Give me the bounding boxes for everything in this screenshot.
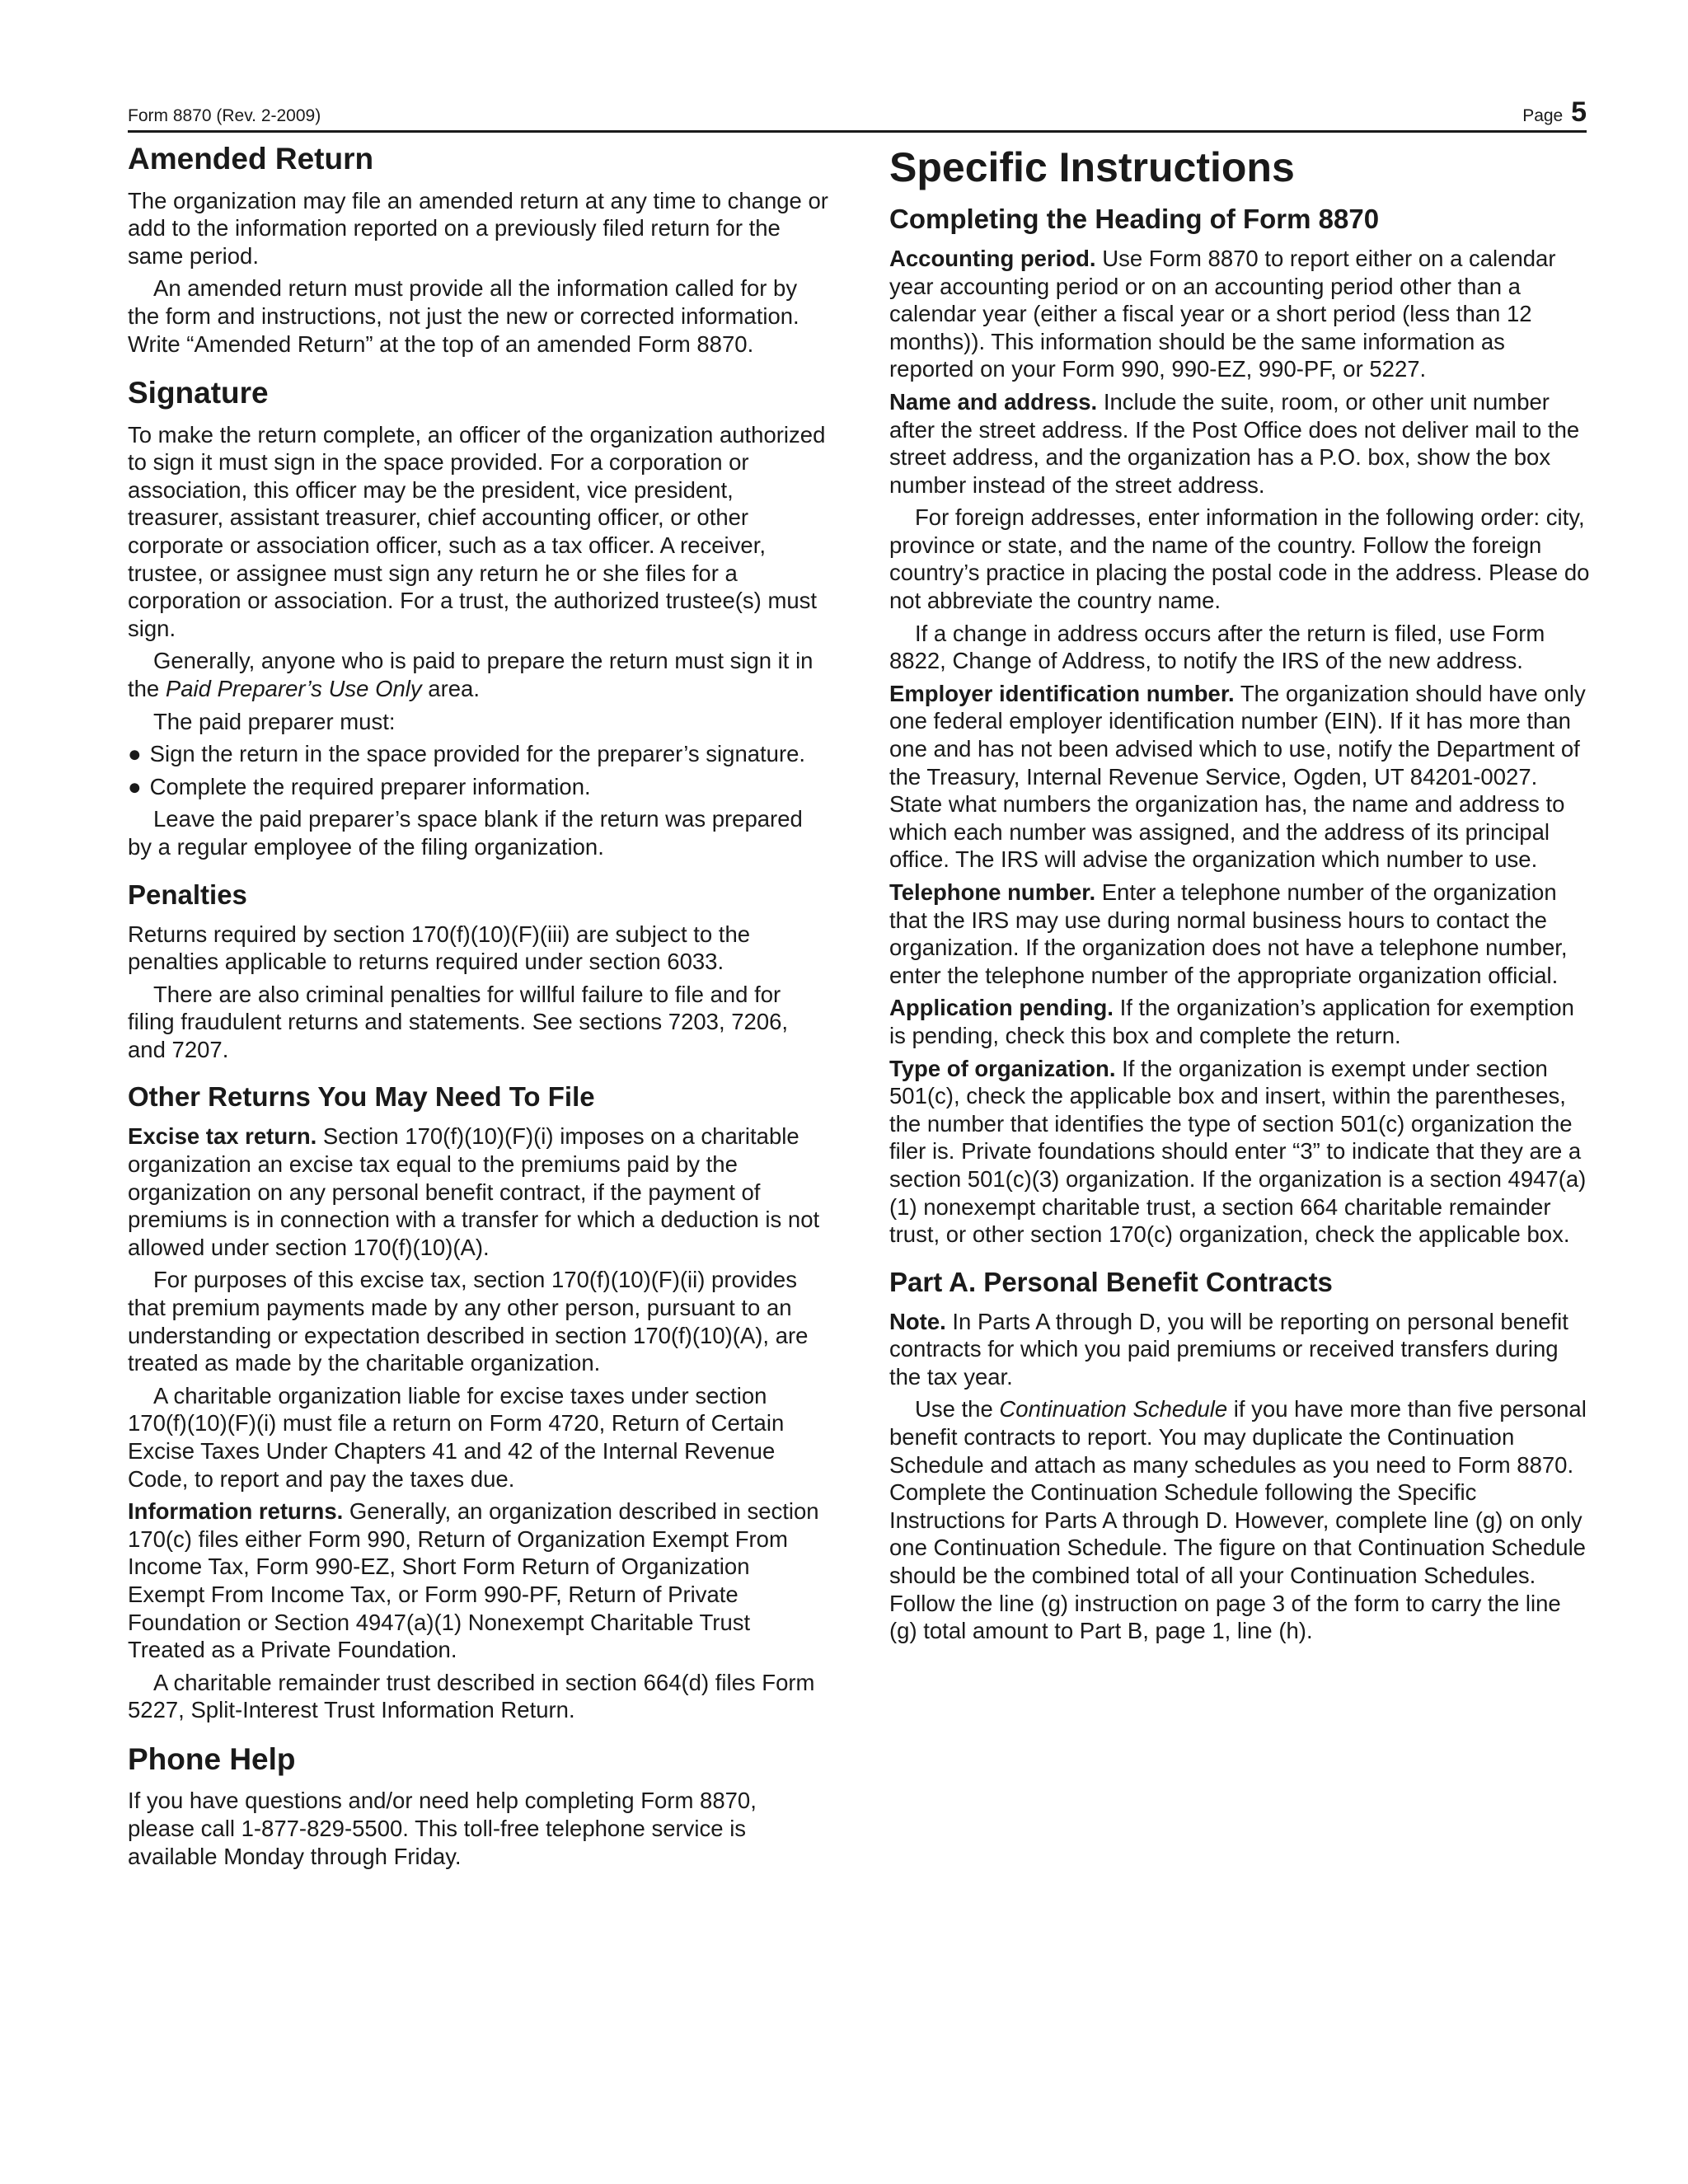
part-a-note-paragraph [889, 1308, 1590, 1391]
specific-instructions-title: Specific Instructions [889, 144, 1295, 190]
page-number: 5 [1571, 96, 1587, 128]
application-pending-paragraph [889, 994, 1590, 1049]
excise-tax-paragraph-3: A charitable organization liable for excise taxes under section 170(f)(10)(F)(i) must file a return on Form 4720, Return of Certain Excise Taxes Under Chapters 41 and 42 of the Internal Revenue Code, to report and pay the taxes due. [128, 1382, 785, 1492]
accounting-period-text: Use Form 8870 to report either on a calendar year accounting period or on an accounting period other than a calendar year (either a fiscal year or a short period (less than 12 months)). This information should be the same information as reported on your Form 990, 990-EZ, 990-PF, or 5227. [889, 245, 1556, 382]
signature-paragraph-2-end: area. [421, 676, 480, 701]
penalties-paragraph-2: There are also criminal penalties for willful failure to file and for filing fraudulent returns and statements. See sections 7203, 7206, and 7207. [128, 981, 789, 1062]
name-address-text: Include the suite, room, or other unit number after the street address. If the Post Office does not deliver mail to the street address, and the organization has a P.O. box, show the box number instead of the street address. [889, 388, 1580, 498]
accounting-period-label: Accounting period. [889, 245, 1096, 271]
phone-help-paragraph: If you have questions and/or need help completing Form 8870, please call 1-877-829-5500. This toll-free telephone service is available Monday through Friday. [128, 1788, 757, 1869]
completing-heading-heading: Completing the Heading of Form 8870 [889, 204, 1380, 234]
phone-help-heading: Phone Help [128, 1741, 296, 1776]
page-indicator [1522, 96, 1587, 129]
foreign-address-paragraph: For foreign addresses, enter information in the following order: city, province or state, and the name of the country. Follow the foreign country’s practice in placing the postal code in the address. Please do not abbreviate the country name. [889, 504, 1590, 614]
paid-preparer-area-term: Paid Preparer’s Use Only [165, 676, 422, 701]
accounting-period-paragraph [889, 245, 1590, 383]
address-change-paragraph: If a change in address occurs after the return is filed, use Form 8822, Change of Address, to notify the IRS of the new address. [889, 620, 1545, 674]
amended-return-paragraph-1: The organization may file an amended return at any time to change or add to the information reported on a previously filed return for the same period. [128, 187, 828, 269]
note-text: In Parts A through D, you will be reporting on personal benefit contracts for which you paid premiums or received transfers during the tax year. [889, 1308, 1568, 1390]
penalties-paragraph-1: Returns required by section 170(f)(10)(F)(iii) are subject to the penalties applicable to returns required under section 6033. [128, 921, 751, 975]
name-address-paragraph [889, 388, 1590, 499]
form-identifier: Form 8870 (Rev. 2-2009) [128, 106, 321, 125]
signature-paragraph-1: To make the return complete, an officer of the organization authorized to sign it must sign in the space provided. For a corporation or association, this officer may be the president, vice president, treasurer, assistant treasurer, chief accounting officer, or other corporate or association officer, such as a tax officer. A receiver, trustee, or assignee must sign any return he or she files for a corporation or association. For a trust, the authorized trustee(s) must sign. [128, 421, 826, 641]
bullet-item-1 [128, 740, 828, 768]
name-address-label: Name and address. [889, 388, 1098, 415]
type-of-organization-label: Type of organization. [889, 1055, 1116, 1081]
continuation-schedule-paragraph [889, 1395, 1590, 1644]
amended-return-paragraph-2: An amended return must provide all the information called for by the form and instructions, not just the new or corrected information. Write “Amended Return” at the top of an amended Form 8870. [128, 275, 799, 357]
information-returns-label: Information returns. [128, 1498, 344, 1525]
excise-tax-label: Excise tax return. [128, 1123, 317, 1150]
type-of-organization-paragraph [889, 1055, 1590, 1249]
left-column [128, 142, 828, 1875]
page-label: Page [1522, 106, 1564, 125]
application-pending-label: Application pending. [889, 995, 1114, 1021]
part-a-heading: Part A. Personal Benefit Contracts [889, 1266, 1333, 1297]
telephone-label: Telephone number. [889, 879, 1096, 905]
right-column [889, 142, 1590, 1650]
other-returns-heading: Other Returns You May Need To File [128, 1081, 595, 1113]
information-returns-paragraph [128, 1497, 828, 1664]
penalties-heading: Penalties [128, 879, 247, 910]
page-header [128, 92, 1587, 133]
amended-return-heading: Amended Return [128, 142, 374, 176]
application-pending-text: If the organization’s application for exemption is pending, check this box and complete the return. [889, 995, 1574, 1048]
signature-paragraph-2-text: Generally, anyone who is paid to prepare the return must sign it in the [128, 648, 814, 701]
note-label: Note. [889, 1308, 946, 1334]
type-of-organization-text: If the organization is exempt under section 501(c), check the applicable box and insert, within the parentheses, the number that identifies the type of section 501(c) organization the filer is. Private foundations should enter “3” to indicate that they are a section 501(c)(3) organization. If the organization is a section 4947(a)(1) nonexempt charitable trust, a section 664 charitable remainder trust, or other section 170(c) organization, check the applicable box. [889, 1055, 1587, 1248]
excise-tax-paragraph-2: For purposes of this excise tax, section 170(f)(10)(F)(ii) provides that premium payments made by any other person, pursuant to an understanding or expectation described in section 170(f)(10)(A), are treated as made by the charitable organization. [128, 1267, 809, 1376]
telephone-paragraph [889, 879, 1590, 989]
continuation-schedule-text-end: if you have more than five personal benefit contracts to report. You may duplicate the Continuation Schedule and attach as many schedules as you need to Form 8870. Complete the Continuation Schedule following the Specific Instructions for Parts A through D. However, complete line (g) on only one Continuation Schedule. The figure on that Continuation Schedule should be the combined total of all your Continuation Schedules. Follow the line (g) instruction on page 3 of the form to carry the line (g) total amount to Part B, page 1, line (h). [889, 1396, 1587, 1644]
remainder-trust-paragraph: A charitable remainder trust described in section 664(d) files Form 5227, Split-Interest Trust Information Return. [128, 1669, 815, 1723]
information-returns-text: Generally, an organization described in section 170(c) files either Form 990, Return of Organization Exempt From Income Tax, Form 990-EZ, Short Form Return of Organization Exempt From Income Tax, or Form 990-PF, Return of Private Foundation or Section 4947(a)(1) Nonexempt Charitable Trust Treated as a Private Foundation. [128, 1498, 819, 1663]
bullet-item-2 [128, 773, 828, 801]
bullet-icon: ● [128, 773, 142, 799]
telephone-text: Enter a telephone number of the organization that the IRS may use during normal business hours to contact the organization. If the organization does not have a telephone number, enter the telephone number of the appropriate organization official. [889, 879, 1568, 988]
signature-paragraph-4: Leave the paid preparer’s space blank if the return was prepared by a regular employee of the filing organization. [128, 806, 803, 860]
continuation-schedule-text-start: Use the [915, 1396, 1000, 1422]
excise-tax-paragraph [128, 1122, 828, 1261]
bullet-item-1-text: Sign the return in the space provided for the preparer’s signature. [149, 741, 806, 767]
signature-paragraph-2 [128, 647, 828, 702]
continuation-schedule-term: Continuation Schedule [999, 1396, 1228, 1422]
signature-paragraph-3: The paid preparer must: [153, 708, 396, 734]
signature-heading: Signature [128, 376, 269, 410]
bullet-item-2-text: Complete the required preparer information. [149, 773, 591, 799]
bullet-icon: ● [128, 741, 142, 767]
ein-paragraph [889, 680, 1590, 874]
ein-text: The organization should have only one federal employer identification number (EIN). If it has more than one and has not been advised which to use, notify the Department of the Treasury, Internal Revenue Service, Ogden, UT 84201-0027. State what numbers the organization has, the name and address to which each number was assigned, and the address of its principal office. The IRS will advise the organization which number to use. [889, 680, 1586, 873]
ein-label: Employer identification number. [889, 680, 1235, 706]
excise-tax-text: Section 170(f)(10)(F)(i) imposes on a charitable organization an excise tax equal to the premiums paid by the organization on any personal benefit contract, if the payment of premiums is in connection with a transfer for which a deduction is not allowed under section 170(f)(10)(A). [128, 1123, 820, 1260]
